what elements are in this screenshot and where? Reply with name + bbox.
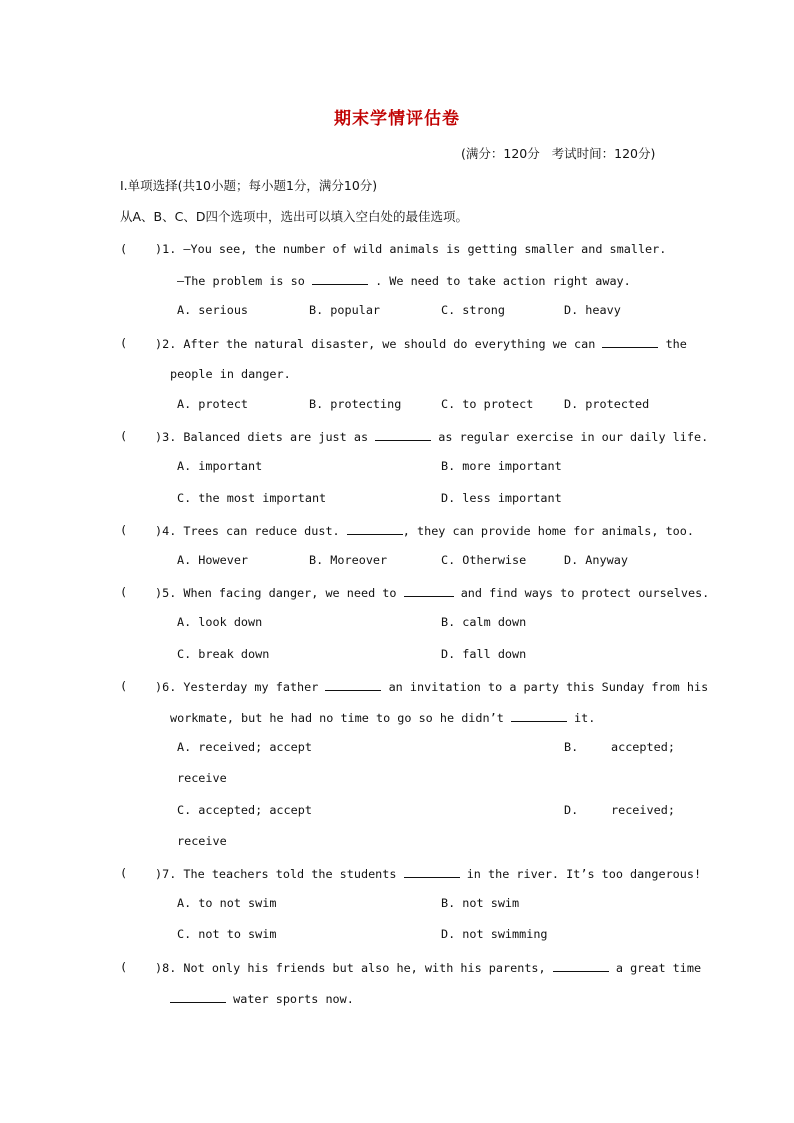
answer-paren: ( (120, 960, 128, 974)
question-3-stem (155, 428, 708, 445)
answer-blank (602, 335, 658, 348)
question-1-line-2 (177, 272, 631, 289)
option-a: A. to not swim (177, 896, 277, 910)
answer-paren: ( (120, 523, 128, 537)
question-4-stem (155, 522, 694, 539)
option-d: D. Anyway (564, 553, 628, 567)
answer-blank (404, 865, 460, 878)
option-b-continued: receive (177, 771, 227, 785)
option-b: B. protecting (309, 397, 402, 411)
option-a: A. received; accept (177, 740, 312, 754)
answer-blank (375, 428, 431, 441)
q4-text-a: )4. Trees can reduce dust. (155, 524, 340, 538)
option-b: B. calm down (441, 615, 527, 629)
option-a: A. However (177, 553, 249, 567)
q6-text-d: it. (574, 711, 596, 725)
question-8-stem (155, 959, 701, 976)
q4-text-b: , they can provide home for animals, too. (402, 524, 694, 538)
option-d-continued: receive (177, 834, 227, 848)
option-b: B. popular (309, 303, 381, 317)
question-1-stem: )1. —You see, the number of wild animals is getting smaller and smaller. (155, 242, 667, 256)
answer-blank (312, 272, 368, 285)
answer-paren: ( (120, 336, 128, 350)
question-7-stem (155, 865, 701, 882)
answer-paren: ( (120, 866, 128, 880)
section-instruction: 从A、B、C、D四个选项中，选出可以填入空白处的最佳选项。 (120, 209, 468, 224)
q8-text-b: a great time (615, 961, 702, 975)
exam-meta: (满分：120分 考试时间：120分) (461, 146, 656, 161)
option-c: C. not to swim (177, 927, 277, 941)
question-6-stem (155, 678, 708, 695)
option-c: C. Otherwise (441, 553, 527, 567)
option-d: D. heavy (564, 303, 621, 317)
question-2-line-2: people in danger. (170, 367, 291, 381)
option-b: accepted; (611, 740, 675, 754)
section-heading: I.单项选择(共10小题；每小题1分，满分10分) (120, 178, 378, 193)
option-b: B. more important (441, 459, 562, 473)
q2-text-b: the (665, 337, 687, 351)
option-a: A. protect (177, 397, 249, 411)
option-a: A. serious (177, 303, 249, 317)
option-c: C. break down (177, 647, 270, 661)
option-c: C. strong (441, 303, 505, 317)
question-5-stem (155, 584, 709, 601)
option-d: received; (611, 803, 675, 817)
q6-text-c: workmate, but he had no time to go so he didn’t (170, 711, 504, 725)
q7-text-a: )7. The teachers told the students (155, 867, 397, 881)
option-d: D. protected (564, 397, 650, 411)
option-d: D. less important (441, 491, 562, 505)
q1-text-a: —The problem is so (177, 274, 305, 288)
q8-text-a: )8. Not only his friends but also he, with his parents, (155, 961, 546, 975)
question-6-line-2 (170, 709, 595, 726)
q2-text-a: )2. After the natural disaster, we should do everything we can (155, 337, 596, 351)
option-c: C. the most important (177, 491, 327, 505)
option-c: C. to protect (441, 397, 534, 411)
q6-text-b: an invitation to a party this Sunday from his (388, 680, 709, 694)
question-2-stem (155, 335, 687, 352)
answer-blank (553, 959, 609, 972)
q6-text-a: )6. Yesterday my father (155, 680, 319, 694)
answer-blank (404, 584, 454, 597)
answer-blank (511, 709, 567, 722)
answer-blank (347, 522, 403, 535)
q7-text-b: in the river. It’s too dangerous! (466, 867, 702, 881)
q5-text-a: )5. When facing danger, we need to (155, 586, 397, 600)
option-d: D. fall down (441, 647, 527, 661)
question-8-line-2 (170, 990, 354, 1007)
answer-paren: ( (120, 679, 128, 693)
option-b-letter: B. (564, 740, 579, 754)
q1-text-b: . We need to take action right away. (375, 274, 631, 288)
answer-blank (170, 990, 226, 1003)
answer-blank (325, 678, 381, 691)
q3-text-a: )3. Balanced diets are just as (155, 430, 369, 444)
q5-text-b: and find ways to protect ourselves. (460, 586, 710, 600)
answer-paren: ( (120, 242, 128, 256)
answer-paren: ( (120, 585, 128, 599)
option-d: D. not swimming (441, 927, 548, 941)
page-title: 期末学情评估卷 (334, 109, 460, 129)
q3-text-b: as regular exercise in our daily life. (438, 430, 709, 444)
option-d-letter: D. (564, 803, 579, 817)
option-a: A. important (177, 459, 263, 473)
answer-paren: ( (120, 429, 128, 443)
q8-text-c: water sports now. (233, 992, 354, 1006)
option-b: B. Moreover (309, 553, 388, 567)
option-c: C. accepted; accept (177, 803, 312, 817)
option-a: A. look down (177, 615, 263, 629)
option-b: B. not swim (441, 896, 520, 910)
